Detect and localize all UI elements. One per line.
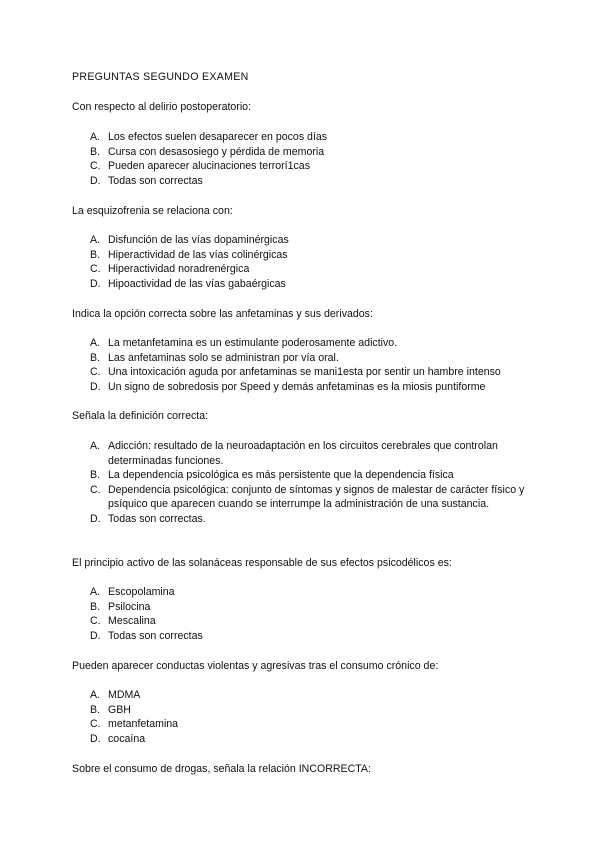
option-b xyxy=(90,351,526,366)
option-text: Las anfetaminas solo se administran por vía oral. xyxy=(108,351,339,364)
question-7-prompt: Sobre el consumo de drogas, señala la relación INCORRECTA: xyxy=(72,763,371,775)
option-text: Todas son correctas xyxy=(108,629,203,642)
option-letter: D. xyxy=(90,732,101,745)
option-text: metanfetamina xyxy=(108,718,179,731)
option-text: Una intoxicación aguda por anfetaminas se mani1esta por sentir un hambre intenso xyxy=(108,366,501,379)
option-text: Todas son correctas. xyxy=(108,512,206,525)
question-5-prompt: El principio activo de las solanáceas responsable de sus efectos psicodélicos es: xyxy=(72,557,452,569)
option-letter: B. xyxy=(90,600,101,613)
option-a xyxy=(90,439,526,468)
question-6-options xyxy=(90,688,526,746)
question-5-options xyxy=(90,585,526,643)
option-letter: C. xyxy=(90,483,101,496)
option-text: Hiperactividad de las vías colinérgicas xyxy=(108,248,288,261)
option-b xyxy=(90,248,526,263)
option-letter: C. xyxy=(90,263,101,276)
question-6-prompt: Pueden aparecer conductas violentas y agresivas tras el consumo crónico de: xyxy=(72,660,439,672)
option-b xyxy=(90,600,526,615)
option-text: La metanfetamina es un estimulante poderosamente adictivo. xyxy=(108,337,398,349)
question-3-prompt: Indica la opción correcta sobre las anfetaminas y sus derivados: xyxy=(72,308,373,320)
question-1-prompt: Con respecto al delirio postoperatorio: xyxy=(72,101,252,113)
option-c xyxy=(90,483,526,512)
option-text: Cursa con desasosiego y pérdida de memoria xyxy=(108,145,325,158)
option-letter: B. xyxy=(90,351,101,364)
option-letter: D. xyxy=(90,380,101,393)
option-text: Un signo de sobredosis por Speed y demás anfetaminas es la miosis puntiforme xyxy=(108,380,486,393)
option-letter: A. xyxy=(90,689,101,701)
option-letter: C. xyxy=(90,366,101,379)
option-letter: D. xyxy=(90,277,101,290)
question-4-options xyxy=(90,439,526,527)
option-text: cocaína xyxy=(108,732,146,745)
option-letter: A. xyxy=(90,131,101,143)
option-text: Los efectos suelen desaparecer en pocos días xyxy=(108,131,328,143)
option-text: La dependencia psicológica es más persistente que la dependencia física xyxy=(108,469,454,482)
option-a xyxy=(90,688,526,703)
option-text: Hiperactividad noradrenérgica xyxy=(108,263,250,276)
option-a xyxy=(90,336,526,351)
option-letter: B. xyxy=(90,145,101,158)
question-3-options xyxy=(90,336,526,394)
question-4-prompt: Señala la definición correcta: xyxy=(72,410,209,422)
option-d xyxy=(90,732,526,747)
option-text: MDMA xyxy=(108,689,141,701)
option-d xyxy=(90,277,526,292)
option-letter: B. xyxy=(90,703,101,716)
option-d xyxy=(90,512,526,527)
option-a xyxy=(90,585,526,600)
option-letter: B. xyxy=(90,469,101,482)
option-text: Dependencia psicológica: conjunto de síntomas y signos de malestar de carácter físico y psíquico que aparecen cuando se interrumpe la administración de una sustancia. xyxy=(108,483,525,511)
option-letter: D. xyxy=(90,512,101,525)
option-c xyxy=(90,262,526,277)
option-text: Mescalina xyxy=(108,615,156,628)
option-letter: A. xyxy=(90,337,101,349)
option-text: GBH xyxy=(108,703,131,716)
option-c xyxy=(90,365,526,380)
document-title: PREGUNTAS SEGUNDO EXAMEN xyxy=(72,71,249,83)
option-text: Pueden aparecer alucinaciones terrorí1cas xyxy=(108,160,310,173)
question-2-options xyxy=(90,233,526,291)
question-2-prompt: La esquizofrenia se relaciona con: xyxy=(72,205,233,217)
option-a xyxy=(90,233,526,248)
option-letter: D. xyxy=(90,174,101,187)
option-a xyxy=(90,130,526,145)
option-d xyxy=(90,380,526,395)
option-d xyxy=(90,174,526,189)
option-letter: C. xyxy=(90,718,101,731)
option-text: Disfunción de las vías dopaminérgicas xyxy=(108,234,289,246)
option-text: Todas son correctas xyxy=(108,174,203,187)
option-letter: A. xyxy=(90,440,101,452)
option-letter: D. xyxy=(90,629,101,642)
option-c xyxy=(90,159,526,174)
option-letter: A. xyxy=(90,234,101,246)
option-c xyxy=(90,717,526,732)
option-text: Hipoactividad de las vías gabaérgicas xyxy=(108,277,286,290)
option-letter: C. xyxy=(90,615,101,628)
option-text: Psilocina xyxy=(108,600,151,613)
option-c xyxy=(90,614,526,629)
option-text: Adicción: resultado de la neuroadaptación en los circuitos cerebrales que controlan determinadas funciones. xyxy=(108,440,498,467)
option-letter: B. xyxy=(90,248,101,261)
option-b xyxy=(90,468,526,483)
option-b xyxy=(90,145,526,160)
option-letter: C. xyxy=(90,160,101,173)
option-d xyxy=(90,629,526,644)
option-b xyxy=(90,703,526,718)
option-text: Escopolamina xyxy=(108,586,175,598)
question-1-options xyxy=(90,130,526,188)
option-letter: A. xyxy=(90,586,101,598)
